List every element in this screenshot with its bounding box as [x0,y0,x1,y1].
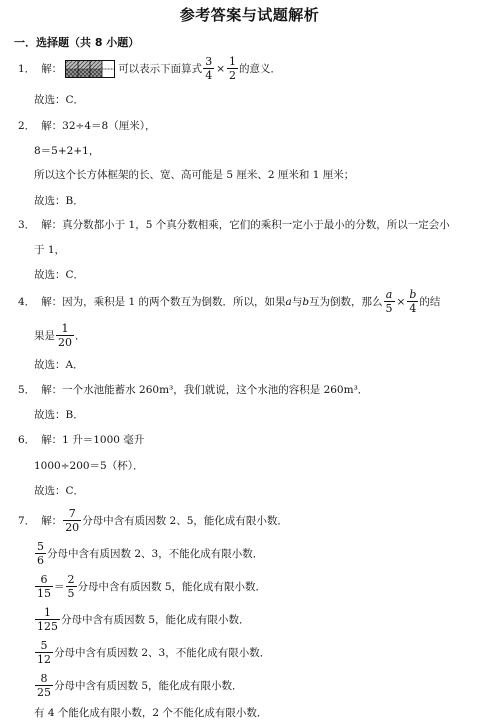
q5-number: 5． [18,384,36,396]
q2-line-3: 所以这个长方体框架的长、宽、高可能是 5 厘米、2 厘米和 1 厘米； [34,169,355,181]
q1-number: 1． [18,63,36,75]
section-heading: 一．选择题（共 8 小题） [14,36,140,49]
q7-row-2-text: 分母中含有质因数 5，能化成有限小数． [77,581,267,593]
q4-line-2 [34,323,86,348]
denominator: 20 [65,521,80,534]
q4-line-1 [18,289,440,314]
numerator: 3 [205,55,213,68]
q4-var-a: a [285,295,292,308]
q4-fraction-1 [384,289,395,314]
times-sign: × [396,295,406,308]
q7-row-3-text: 分母中含有质因数 5，能化成有限小数． [61,614,250,626]
q7-row-3-fraction [35,607,60,632]
q4-answer: 故选：A． [34,359,84,371]
equals-sign: ＝ [54,581,65,593]
denominator: 4 [409,302,417,315]
q1-line [18,56,281,81]
numerator: 5 [40,639,48,652]
q4-text-c: 互为倒数，那么 [309,296,383,308]
numerator: 1 [44,606,51,619]
numerator: b [409,288,417,301]
q5-answer: 故选：B． [34,409,84,421]
q6-answer: 故选：C． [34,485,85,497]
numerator: 2 [67,573,75,586]
q7-row-2-fraction-2 [66,574,77,599]
numerator: 6 [40,573,48,586]
denominator: 5 [67,587,75,600]
q4-text-e: 果是 [34,330,55,342]
q5-line-1 [18,382,368,397]
q4-var-b: b [302,295,310,308]
q7-row-2 [34,574,266,599]
q6-text-1: 解：1 升＝1000 毫升 [41,434,145,446]
q7-row-5-fraction [35,673,53,698]
q1-label: 解： [41,63,63,75]
q7-line-1 [18,508,288,533]
denominator: 2 [229,69,236,82]
denominator: 5 [385,302,393,315]
q4-number: 4． [18,296,36,308]
numerator: a [385,288,393,301]
q1-text-after: 的意义． [239,63,281,75]
q7-row-1-fraction [35,541,46,566]
q7-row-3 [34,607,250,632]
q4-text-f: ． [75,330,86,342]
q1-text-before: 可以表示下面算式 [118,63,203,75]
q1-fraction-1 [203,56,214,81]
q2-line-1 [18,118,155,133]
q3-text-1: 解：真分数都小于 1，5 个真分数相乘，它们的乘积一定小于最小的分数，所以一定会小 [41,219,450,231]
times-sign: × [216,62,225,75]
denominator: 4 [205,69,213,82]
denominator: 12 [37,653,51,666]
q7-number: 7． [18,515,36,527]
q4-fraction-3 [56,323,74,348]
q3-number: 3． [18,219,36,231]
denominator: 15 [37,587,51,600]
page-title: 参考答案与试题解析 [179,6,320,24]
q1-fraction-2 [227,56,238,81]
q2-line-2: 8＝5+2+1， [34,145,100,157]
q2-number: 2． [18,120,36,132]
numerator: 8 [40,672,48,685]
denominator: 20 [58,336,72,349]
q7-label: 解： [41,515,63,527]
q4-text-d: 的结 [419,296,441,308]
q7-row-5-text: 分母中含有质因数 5，能化成有限小数． [54,680,243,692]
denominator: 125 [37,620,58,633]
numerator: 1 [229,55,236,68]
q7-row-1-text: 分母中含有质因数 2、3，不能化成有限小数． [47,548,264,560]
q1-answer: 故选：C． [34,94,85,106]
q7-row-4-fraction [35,640,53,665]
q7-row-0-text: 分母中含有质因数 2、5，能化成有限小数． [82,515,288,527]
q2-text-1: 解：32÷4＝8（厘米）， [41,120,156,132]
q6-line-2: 1000÷200＝5（杯）． [34,460,144,472]
q4-fraction-2 [407,289,418,314]
q7-row-4 [34,640,270,665]
q5-text-1: 解：一个水池能蓄水 260m³，我们就说，这个水池的容积是 260m³． [41,384,369,396]
shaded-rectangle-figure [65,60,115,78]
q3-line-1 [18,217,450,232]
denominator: 6 [37,554,44,567]
q3-line-2: 于 1， [34,244,66,256]
q7-conclusion: 有 4 个能化成有限小数，2 个不能化成有限小数． [34,707,268,719]
q6-number: 6． [18,434,36,446]
q7-row-0-fraction [63,508,81,533]
q4-text-b: 与 [291,296,303,308]
q6-line-1 [18,432,144,447]
q4-text-a: 解：因为，乘积是 1 的两个数互为倒数．所以，如果 [41,296,286,308]
numerator: 5 [37,540,44,553]
q2-answer: 故选：B． [34,195,84,207]
q7-row-2-fraction [35,574,53,599]
q7-row-5 [34,673,243,698]
q7-row-4-text: 分母中含有质因数 2、3，不能化成有限小数． [54,647,271,659]
numerator: 1 [61,322,69,335]
numerator: 7 [68,507,76,520]
q7-row-1 [34,541,263,566]
q3-answer: 故选：C． [34,269,85,281]
denominator: 25 [37,686,51,699]
